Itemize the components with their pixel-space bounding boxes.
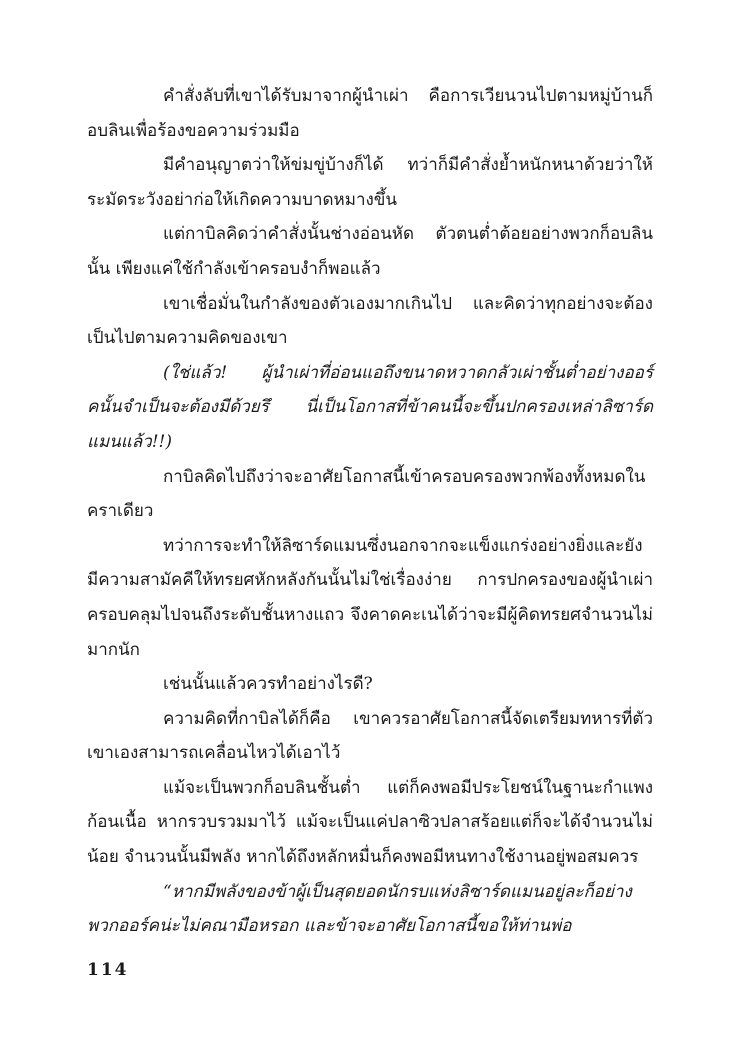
paragraph: กาบิลคิดไปถึงว่าจะอาศัยโอกาสนี้เข้าครอบครองพวกพ้องทั้งหมดในคราเดียว bbox=[87, 466, 646, 522]
paragraph: แม้จะเป็นพวกก็อบลินชั้นต่ำ แต่ก็คงพอมีประโยชน์ในฐานะกำแพงก้อนเนื้อ หากรวบรวมมาไว้ แม้จะเป็นแค่ปลาซิวปลาสร้อยแต่ก็จะได้จำนวนไม่น้อย จำนวนนั้นมีพลัง หากได้ถึงหลักหมื่นก็คงพอมีหนทางใช้งานอยู่พอสมควร bbox=[87, 777, 653, 868]
paragraph: คำสั่งลับที่เขาได้รับมาจากผู้นำเผ่า คือการเวียนวนไปตามหมู่บ้านก็อบลินเพื่อร้องขอความร่วมมือ bbox=[87, 86, 653, 141]
paragraph: แต่กาบิลคิดว่าคำสั่งนั้นช่างอ่อนหัด ตัวตนต่ำต้อยอย่างพวกก็อบลินนั้น เพียงแค่ใช้กำลังเข้าครอบงำก็พอแล้ว bbox=[87, 224, 653, 279]
paragraph: มีคำอนุญาตว่าให้ข่มขู่บ้างก็ได้ ทว่าก็มีคำสั่งย้ำหนักหนาด้วยว่าให้ระมัดระวังอย่าก่อให้เกิดความบาดหมางขึ้น bbox=[87, 155, 653, 210]
paragraph: ทว่าการจะทำให้ลิซาร์ดแมนซึ่งนอกจากจะแข็งแกร่งอย่างยิ่งและยังมีความสามัคคีให้ทรยศหักหลังกันนั้นไม่ใช่เรื่องง่าย การปกครองของผู้นำเผ่าครอบคลุมไปจนถึงระดับชั้นหางแถว จึงคาดคะเนได้ว่าจะมีผู้คิดทรยศจำนวนไม่มากนัก bbox=[87, 535, 653, 660]
paragraph: เช่นนั้นแล้วควรทำอย่างไรดี? bbox=[163, 674, 373, 695]
paragraph-thought: (ใช่แล้ว! ผู้นำเผ่าที่อ่อนแอถึงขนาดหวาดกลัวเผ่าชั้นต่ำอย่างออร์คนั้นจำเป็นจะต้องมีด้วยรึ นี่เป็นโอกาสที่ข้าคนนี้จะขึ้นปกครองเหล่าลิซาร์ดแมนแล้ว!!) bbox=[87, 362, 653, 452]
body-text bbox=[87, 79, 653, 944]
paragraph: เขาเชื่อมั่นในกำลังของตัวเองมากเกินไป และคิดว่าทุกอย่างจะต้องเป็นไปตามความคิดของเขา bbox=[87, 293, 653, 349]
paragraph-dialogue: “หากมีพลังของข้าผู้เป็นสุดยอดนักรบแห่งลิซาร์ดแมนอยู่ละก็อย่างพวกออร์คน่ะไม่คณามือหรอก และข้าจะอาศัยโอกาสนี้ขอให้ท่านพ่อ bbox=[87, 881, 632, 937]
paragraph: ความคิดที่กาบิลได้ก็คือ เขาควรอาศัยโอกาสนี้จัดเตรียมทหารที่ตัวเขาเองสามารถเคลื่อนไหวได้เอาไว้ bbox=[87, 708, 653, 764]
page-number: 114 bbox=[87, 960, 129, 980]
